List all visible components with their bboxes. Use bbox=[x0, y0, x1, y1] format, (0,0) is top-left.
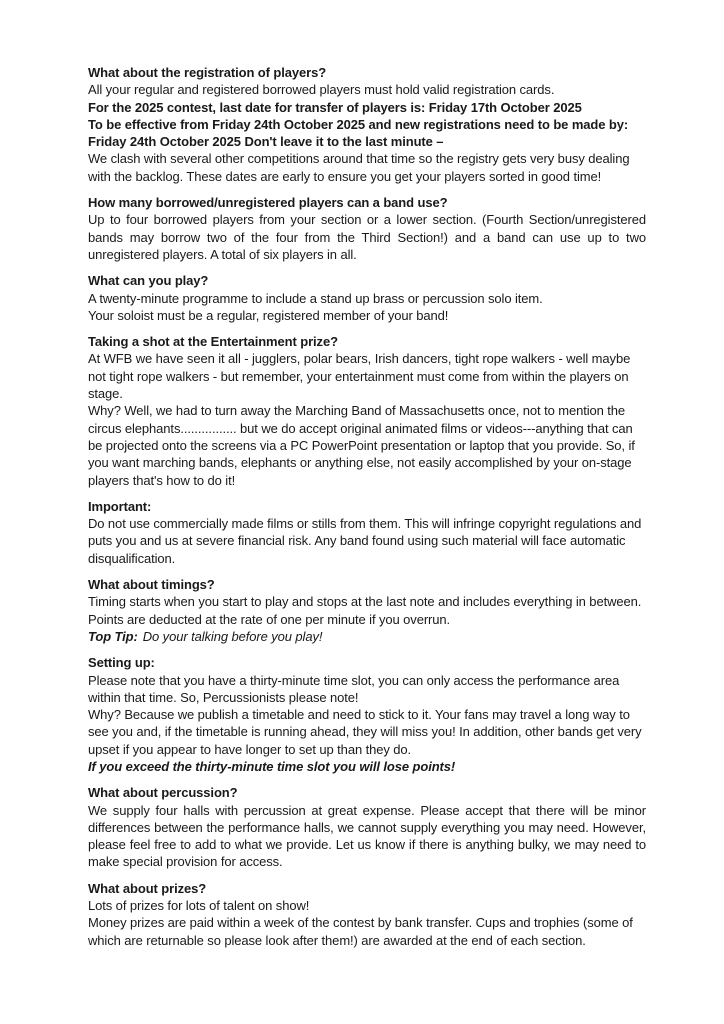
paragraph: Do not use commercially made films or stills from them. This will infringe copyright regulations and puts you and us at severe financial risk. Any band found using such material will face automatic disqualification. bbox=[88, 516, 642, 566]
paragraph: Lots of prizes for lots of talent on show! bbox=[88, 898, 310, 914]
top-tip-text: Do your talking before you play! bbox=[142, 628, 323, 644]
section-heading-timings: What about timings? bbox=[88, 577, 215, 593]
section-heading-what-can-you-play: What can you play? bbox=[88, 273, 209, 289]
paragraph: We clash with several other competitions around that time so the registry gets very busy dealing with the backlog. These dates are early to ensure you get your players sorted in good time! bbox=[88, 151, 630, 184]
section-heading-setting-up: Setting up: bbox=[88, 655, 155, 671]
section-heading-registration: What about the registration of players? bbox=[88, 65, 327, 80]
paragraph: Up to four borrowed players from your section or a lower section. (Fourth Section/unregistered bands may borrow two of the four from the Third Section!) and a band can use up to two unregistered players. A total of six players in all. bbox=[88, 212, 646, 262]
paragraph-bold-transfer-date: For the 2025 contest, last date for transfer of players is: Friday 17th October 2025 bbox=[88, 99, 582, 115]
section-heading-borrowed-players: How many borrowed/unregistered players can a band use? bbox=[88, 195, 448, 211]
paragraph-bold-italic-warning: If you exceed the thirty-minute time slot you will lose points! bbox=[88, 758, 456, 774]
paragraph: Why? Well, we had to turn away the Marching Band of Massachusetts once, not to mention the circus elephants................ but we do accept original animated films or videos---anything that can be projected onto the screens via a PC PowerPoint presentation or laptop that you provide. So, if you want marching bands, elephants or anything else, not easily accomplished by your on-stage players that's how to do it! bbox=[88, 403, 635, 488]
paragraph: We supply four halls with percussion at great expense. Please accept that there will be minor differences between the performance halls, we cannot supply everything you may need. However, please feel free to add to what we provide. Let us know if there is anything bulky, we may need to make special provision for access. bbox=[88, 802, 646, 870]
paragraph-bold-effective-date: To be effective from Friday 24th October 2025 and new registrations need to be made by: bbox=[88, 116, 629, 132]
section-heading-percussion: What about percussion? bbox=[88, 785, 238, 801]
paragraph-bold-deadline: Friday 24th October 2025 Don't leave it to the last minute – bbox=[88, 134, 444, 150]
section-heading-important: Important: bbox=[88, 498, 152, 514]
top-tip bbox=[88, 628, 646, 645]
paragraph: Your soloist must be a regular, registered member of your band! bbox=[88, 307, 449, 323]
paragraph: Money prizes are paid within a week of the contest by bank transfer. Cups and trophies (some of which are returnable so please look after them!) are awarded at the end of each section. bbox=[88, 915, 633, 948]
paragraph: All your regular and registered borrowed players must hold valid registration cards. bbox=[88, 82, 555, 98]
paragraph: Timing starts when you start to play and stops at the last note and includes everything in between. Points are deducted at the rate of one per minute if you overrun. bbox=[88, 594, 642, 627]
paragraph: At WFB we have seen it all - jugglers, polar bears, Irish dancers, tight rope walkers - well maybe not tight rope walkers - but remember, your entertainment must come from within the players on stage. bbox=[88, 351, 631, 402]
top-tip-label: Top Tip: bbox=[88, 628, 138, 644]
paragraph: A twenty-minute programme to include a stand up brass or percussion solo item. bbox=[88, 290, 543, 306]
section-heading-prizes: What about prizes? bbox=[88, 880, 207, 896]
section-heading-entertainment-prize: Taking a shot at the Entertainment prize? bbox=[88, 334, 338, 350]
paragraph: Please note that you have a thirty-minute time slot, you can only access the performance area within that time. So, Percussionists please note! bbox=[88, 672, 620, 705]
paragraph: Why? Because we publish a timetable and need to stick to it. Your fans may travel a long way to see you and, if the timetable is running ahead, they will miss you! In addition, other bands get very upset if you appear to have longer to set up than they do. bbox=[88, 707, 642, 757]
